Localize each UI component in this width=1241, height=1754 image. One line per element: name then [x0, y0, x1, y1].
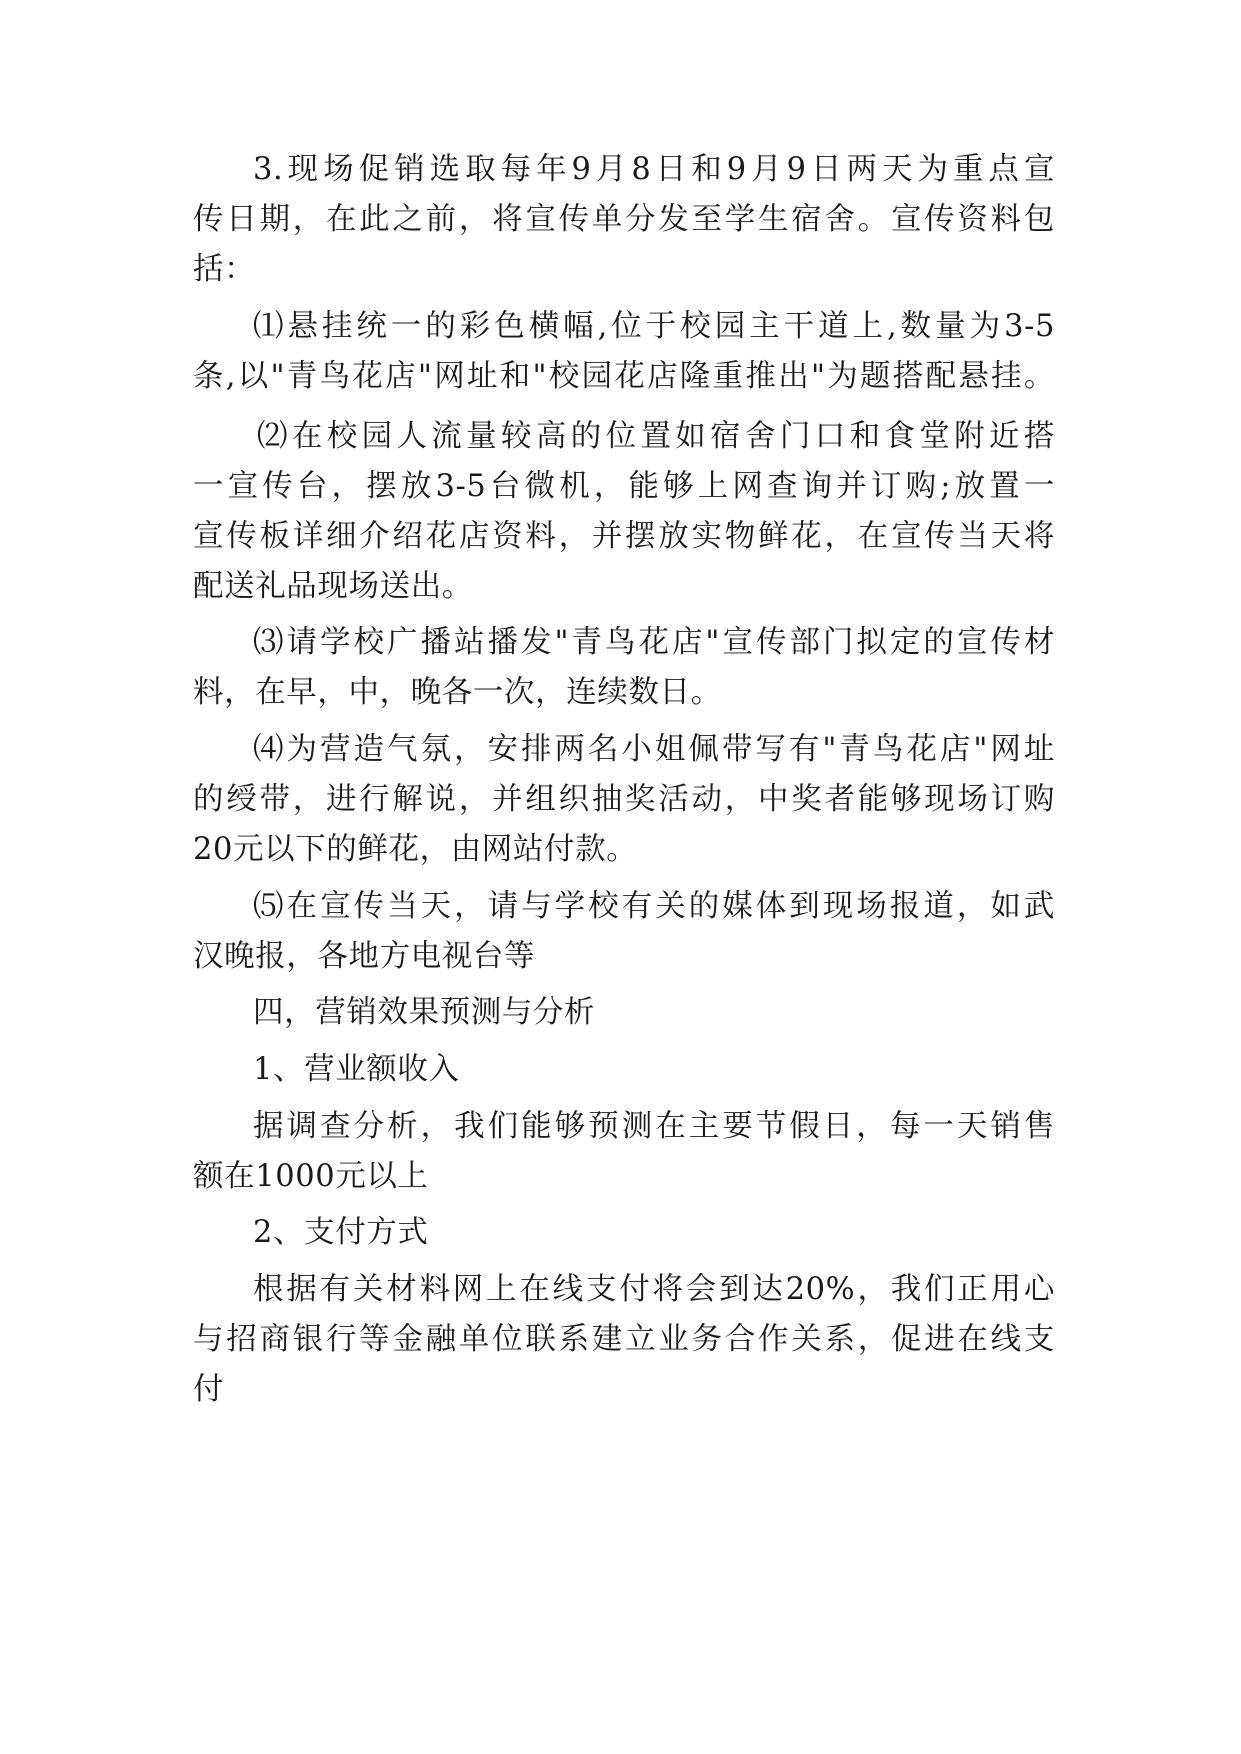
paragraph-line: 与招商银行等金融单位联系建立业务合作关系，促进在线支 — [193, 1322, 1055, 1357]
paragraph-line: 汉晚报，各地方电视台等 — [193, 939, 536, 974]
paragraph-line: ⑴悬挂统一的彩色横幅,位于校园主干道上,数量为3-5 — [253, 309, 1055, 344]
paragraph-line: ⑶请学校广播站播发"青鸟花店"宣传部门拟定的宣传材 — [253, 625, 1055, 660]
paragraph-line: 宣传板详细介绍花店资料，并摆放实物鲜花，在宣传当天将 — [193, 519, 1055, 554]
paragraph-line: 配送礼品现场送出。 — [193, 569, 473, 604]
paragraph-line: 条,以"青鸟花店"网址和"校园花店隆重推出"为题搭配悬挂。 — [193, 359, 1055, 394]
subsection-heading: 1、营业额收入 — [253, 1052, 460, 1087]
subsection-heading: 2、支付方式 — [253, 1215, 429, 1250]
paragraph-line: ⑷为营造气氛，安排两名小姐佩带写有"青鸟花店"网址 — [253, 732, 1055, 767]
paragraph-line: 料，在早，中，晚各一次，连续数日。 — [193, 675, 722, 710]
paragraph-line: 根据有关材料网上在线支付将会到达20%，我们正用心 — [253, 1272, 1055, 1307]
paragraph-line: 一宣传台，摆放3-5台微机，能够上网查询并订购;放置一 — [193, 469, 1055, 504]
paragraph-line: 的绶带，进行解说，并组织抽奖活动，中奖者能够现场订购 — [193, 782, 1055, 817]
paragraph-line: 20元以下的鲜花，由网站付款。 — [193, 832, 638, 867]
paragraph-line: ⑵在校园人流量较高的位置如宿舍门口和食堂附近搭 — [257, 419, 1055, 454]
paragraph-line: ⑸在宣传当天，请与学校有关的媒体到现场报道，如武 — [253, 889, 1055, 924]
paragraph-line: 3.现场促销选取每年9月8日和9月9日两天为重点宣 — [253, 152, 1055, 187]
paragraph-line: 据调查分析，我们能够预测在主要节假日，每一天销售 — [253, 1109, 1055, 1144]
section-heading: 四，营销效果预测与分析 — [253, 995, 596, 1030]
paragraph-line: 传日期，在此之前，将宣传单分发至学生宿舍。宣传资料包 — [193, 202, 1055, 237]
paragraph-line: 付 — [193, 1372, 225, 1407]
paragraph-line: 额在1000元以上 — [193, 1159, 429, 1194]
paragraph-line: 括： — [193, 252, 256, 287]
